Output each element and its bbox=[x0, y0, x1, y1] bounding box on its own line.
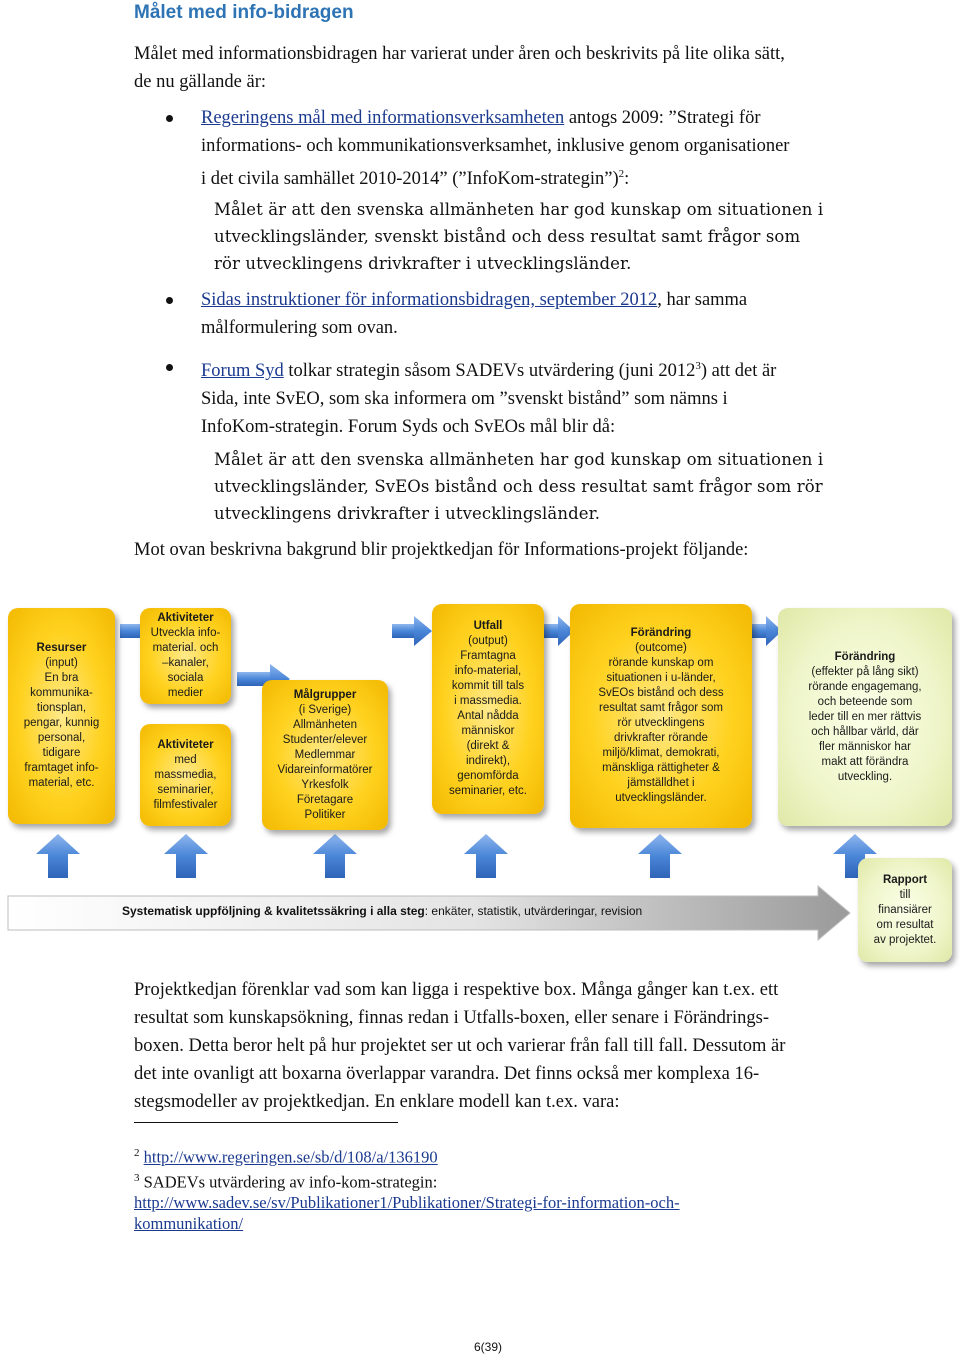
box-line: finansiärer bbox=[878, 903, 932, 916]
box-line: jämställdhet i bbox=[627, 777, 695, 789]
quote-line: rör utvecklingens drivkrafter i utvecklingsländer. bbox=[214, 254, 632, 273]
sida-instruktioner-link[interactable]: Sidas instruktioner för informationsbidragen, september 2012 bbox=[201, 290, 658, 310]
after-diagram-paragraph bbox=[134, 976, 894, 1116]
forum-syd-link[interactable]: Forum Syd bbox=[201, 361, 284, 382]
box-line: och beteende som bbox=[817, 695, 913, 708]
box-line: framtaget info- bbox=[24, 762, 99, 774]
bullet-text: InfoKom-strategin. Forum Syds och SvEOs mål blir då: bbox=[201, 417, 616, 438]
bullet-icon bbox=[166, 297, 173, 304]
forandring-outcome-box bbox=[570, 604, 752, 828]
footnote-2-link[interactable]: http://www.regeringen.se/sb/d/108/a/136190 bbox=[143, 1147, 438, 1167]
aktiviteter-box-2 bbox=[140, 724, 231, 826]
footnote-number: 2 bbox=[134, 1147, 140, 1159]
box-line: fler människor har bbox=[818, 740, 912, 753]
bullet-item-2 bbox=[201, 286, 747, 342]
paragraph-line: boxen. Detta beror helt på hur projektet ser ut och varierar från fall till fall. Dessutom är bbox=[134, 1036, 786, 1056]
aktiviteter-box-1 bbox=[140, 608, 231, 704]
box-line: genomförda bbox=[457, 770, 519, 782]
paragraph-line: det inte ovanligt att boxarna överlappar varandra. Det finns också mer komplexa 16- bbox=[134, 1064, 760, 1084]
bullet-text: ) att det är bbox=[700, 361, 777, 382]
aktiviteter-text-1 bbox=[151, 611, 221, 701]
chain-intro: Mot ovan beskrivna bakgrund blir projektkedjan för Informations-projekt följande: bbox=[134, 540, 749, 560]
section-heading: Målet med info-bidragen bbox=[134, 2, 354, 23]
box-line: människor bbox=[461, 725, 515, 737]
box-line: rörande engagemang, bbox=[808, 680, 922, 693]
quote-line: Målet är att den svenska allmänheten har god kunskap om situationen i bbox=[214, 200, 824, 219]
box-line: Studenter/elever bbox=[282, 733, 368, 746]
box-line: Företagare bbox=[296, 793, 354, 806]
up-arrow-icon bbox=[464, 834, 508, 878]
malgrupper-text bbox=[277, 688, 372, 823]
box-line: En bra bbox=[44, 672, 79, 684]
box-line: resultat samt frågor som bbox=[599, 702, 723, 714]
footnote-3-link[interactable]: http://www.sadev.se/sv/Publikationer1/Publikationer/Strategi-for-information-och- bbox=[134, 1193, 680, 1212]
box-title: Aktiviteter bbox=[157, 612, 214, 624]
box-line: Allmänheten bbox=[293, 718, 357, 731]
intro-line: Målet med informationsbidragen har varierat under åren och beskrivits på lite olika sätt, bbox=[134, 44, 785, 64]
box-line: Yrkesfolk bbox=[301, 778, 349, 791]
box-title: Utfall bbox=[473, 620, 503, 632]
intro-paragraph bbox=[134, 40, 785, 96]
up-arrow-icon bbox=[313, 834, 357, 878]
box-line: indirekt), bbox=[465, 755, 511, 767]
bullet-icon bbox=[166, 364, 173, 371]
paragraph-line: resultat som kunskapsökning, finnas redan i Utfalls-boxen, eller senare i Förändrings- bbox=[134, 1008, 770, 1028]
malgrupper-box bbox=[262, 680, 388, 830]
box-line: mänskliga rättigheter & bbox=[602, 762, 720, 774]
box-line: till bbox=[899, 888, 911, 901]
rapport-box bbox=[858, 858, 952, 962]
bullet-text: Sida, inte SvEO, som ska informera om ”svenskt bistånd” som nämns i bbox=[201, 389, 728, 410]
bullet-text: : bbox=[624, 169, 630, 190]
box-line: tidigare bbox=[42, 747, 81, 759]
footnote-number: 3 bbox=[134, 1171, 140, 1184]
box-line: (outcome) bbox=[635, 642, 687, 654]
box-line: medier bbox=[167, 687, 204, 699]
paragraph-line: stegsmodeller av projektkedjan. En enklare modell kan t.ex. vara: bbox=[134, 1092, 620, 1112]
resurser-text bbox=[24, 641, 99, 791]
box-title: Målgrupper bbox=[293, 688, 357, 701]
aktiviteter-text-2 bbox=[154, 738, 218, 813]
box-line: seminarier, bbox=[157, 783, 214, 796]
box-line: leder till en mer rättvis bbox=[808, 710, 922, 723]
up-arrow-icon bbox=[638, 834, 682, 878]
utfall-box bbox=[432, 604, 544, 814]
box-line: (input) bbox=[45, 657, 78, 669]
bullet-text: antogs 2009: ”Strategi för bbox=[564, 108, 761, 128]
bullet-text: informations- och kommunikationsverksamhet, inklusive genom organisationer bbox=[201, 136, 790, 156]
box-line: Framtagna bbox=[460, 650, 516, 662]
footnote-ref-2[interactable]: 2 bbox=[618, 168, 625, 180]
box-line: (direkt & bbox=[466, 740, 510, 752]
box-line: tionsplan, bbox=[36, 702, 87, 714]
page-number: 6(39) bbox=[474, 1340, 503, 1354]
quote-line: utvecklingsländer, SvEOs bistånd och dess resultat samt frågor som rör bbox=[214, 477, 823, 496]
box-line: Politiker bbox=[304, 808, 346, 821]
box-line: kommunika- bbox=[30, 687, 93, 699]
box-line: sociala bbox=[167, 672, 204, 684]
footnote-separator bbox=[134, 1122, 398, 1123]
box-title: Resurser bbox=[36, 642, 87, 654]
rapport-text bbox=[874, 873, 937, 948]
box-line: miljö/klimat, demokrati, bbox=[602, 747, 720, 759]
bullet-text: tolkar strategin såsom SADEVs utvärdering (juni 2012 bbox=[283, 361, 696, 382]
box-line: material, etc. bbox=[28, 777, 95, 789]
box-title: Förändring bbox=[834, 650, 896, 663]
box-line: rör utvecklingens bbox=[617, 717, 705, 729]
footnote-3-link-continued[interactable]: kommunikation/ bbox=[134, 1214, 244, 1233]
box-title: Förändring bbox=[630, 627, 692, 639]
footnote-2 bbox=[134, 1143, 680, 1168]
box-line: utvecklingsländer. bbox=[615, 792, 707, 804]
box-line: Utveckla info- bbox=[150, 627, 221, 639]
utfall-text bbox=[449, 619, 527, 799]
box-line: Antal nådda bbox=[457, 710, 519, 722]
forandring-outcome-text bbox=[598, 626, 723, 806]
bullet-item-1 bbox=[201, 104, 921, 193]
box-line: (i Sverige) bbox=[298, 703, 352, 716]
box-line: info-material, bbox=[454, 665, 522, 677]
goal-quote-1 bbox=[214, 196, 823, 277]
box-line: drivkrafter rörande bbox=[614, 732, 708, 744]
box-title: Rapport bbox=[882, 873, 928, 886]
project-chain-diagram bbox=[0, 596, 960, 986]
footnote-3 bbox=[134, 1168, 680, 1193]
box-line: –kanaler, bbox=[162, 657, 209, 669]
box-line: massmedia, bbox=[154, 768, 217, 781]
quote-line: Målet är att den svenska allmänheten har god kunskap om situationen i bbox=[214, 450, 824, 469]
bullet-icon bbox=[166, 115, 173, 122]
intro-line: de nu gällande är: bbox=[134, 72, 267, 92]
box-line: utveckling. bbox=[837, 770, 893, 783]
goal-quote-2 bbox=[214, 446, 823, 527]
box-line: (output) bbox=[468, 635, 508, 647]
bullet-item-3 bbox=[201, 352, 776, 441]
up-arrow-icon bbox=[36, 834, 80, 878]
bullet-text: målformulering som ovan. bbox=[201, 318, 398, 338]
quote-line: utvecklingsländer, svenskt bistånd och dess resultat samt frågor som bbox=[214, 227, 801, 246]
paragraph-line: Projektkedjan förenklar vad som kan ligga i respektive box. Många gånger kan t.ex. ett bbox=[134, 980, 779, 1000]
footnote-3-text: SADEVs utvärdering av info-kom-strategin: bbox=[143, 1172, 438, 1191]
bullet-text: , har samma bbox=[657, 290, 748, 310]
box-line: makt att förändra bbox=[821, 755, 909, 768]
forandring-long-term-text bbox=[808, 650, 921, 785]
follow-up-bold: Systematisk uppföljning & kvalitetssäkring i alla steg bbox=[122, 904, 425, 918]
box-line: i massmedia. bbox=[454, 695, 522, 707]
box-line: seminarier, etc. bbox=[449, 785, 527, 797]
box-line: och hållbar värld, där bbox=[811, 725, 919, 738]
box-line: om resultat bbox=[876, 918, 934, 931]
bullet-text: i det civila samhället 2010-2014” (”InfoKom-strategin”) bbox=[201, 169, 619, 190]
box-line: av projektet. bbox=[873, 933, 937, 946]
box-line: Medlemmar bbox=[294, 748, 356, 761]
follow-up-text bbox=[122, 904, 642, 918]
footnote-ref-3[interactable]: 3 bbox=[695, 360, 701, 372]
regeringen-link[interactable]: Regeringens mål med informationsverksamheten bbox=[201, 108, 565, 128]
box-line: Vidareinformatörer bbox=[277, 763, 373, 776]
right-arrow-icon bbox=[392, 616, 432, 646]
box-line: rörande kunskap om bbox=[608, 657, 714, 669]
up-arrow-icon bbox=[164, 834, 208, 878]
resurser-box bbox=[8, 608, 115, 824]
box-line: situationen i u-länder, bbox=[606, 672, 716, 684]
follow-up-rest: : enkäter, statistik, utvärderingar, revision bbox=[424, 904, 643, 918]
box-line: filmfestivaler bbox=[153, 798, 218, 811]
quote-line: utvecklingens drivkrafter i utvecklingsländer. bbox=[214, 504, 601, 523]
forandring-long-term-box bbox=[778, 608, 952, 826]
box-line: pengar, kunnig bbox=[23, 717, 100, 729]
box-line: (effekter på lång sikt) bbox=[811, 665, 919, 678]
box-title: Aktiviteter bbox=[157, 738, 214, 751]
footnotes bbox=[134, 1143, 680, 1234]
box-line: kommit till tals bbox=[451, 680, 525, 692]
box-line: med bbox=[174, 753, 197, 766]
box-line: SvEOs bistånd och dess bbox=[598, 687, 724, 699]
box-line: personal, bbox=[37, 732, 86, 744]
box-line: material. och bbox=[152, 642, 219, 654]
